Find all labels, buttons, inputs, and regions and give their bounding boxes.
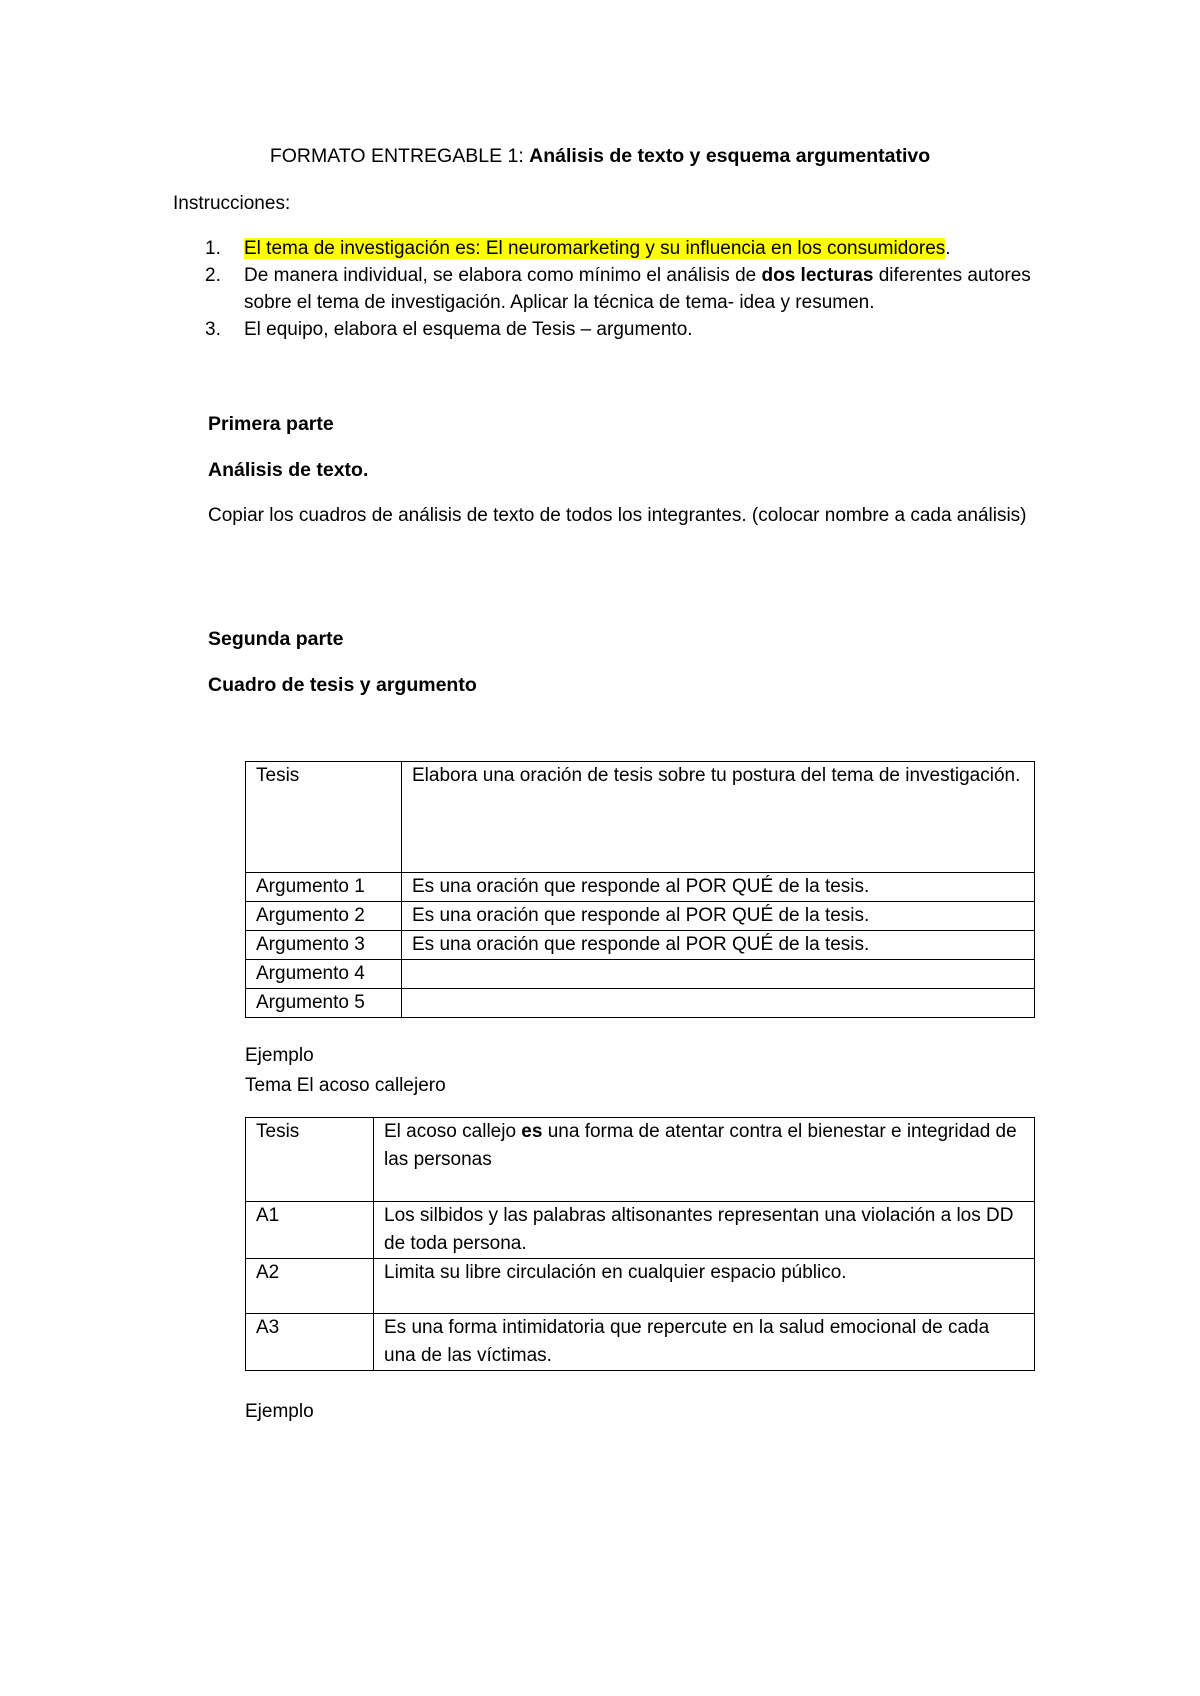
part2-subheading: Cuadro de tesis y argumento [208, 674, 477, 696]
table-row [246, 1259, 1035, 1314]
table-row [246, 1118, 1035, 1202]
row-label: Tesis [246, 1118, 374, 1202]
row-text: Es una oración que responde al POR QUÉ de la tesis. [402, 873, 1035, 902]
row-text [374, 1118, 1035, 1202]
title-prefix: FORMATO ENTREGABLE 1: [269, 145, 530, 167]
instructions-list [173, 236, 1033, 344]
row-label: A1 [246, 1202, 374, 1259]
row-label: Argumento 4 [246, 960, 402, 989]
row-text: Limita su libre circulación en cualquier espacio público. [374, 1259, 1035, 1314]
thesis-argument-table [245, 761, 1035, 1018]
example-topic: Tema El acoso callejero [245, 1075, 446, 1096]
row-label: Argumento 1 [246, 873, 402, 902]
instruction-text: El equipo, elabora el esquema de Tesis – argumento. [244, 318, 693, 340]
row-label: Tesis [246, 762, 402, 873]
example-table [245, 1117, 1035, 1371]
table-row [246, 931, 1035, 960]
list-number: 2. [205, 264, 221, 286]
thesis-text: una forma de atentar contra el bienestar e integridad de las personas [384, 1121, 1017, 1170]
highlighted-topic: El tema de investigación es: El neuromarketing y su influencia en los consumidores [244, 238, 946, 259]
part2-heading: Segunda parte [208, 628, 344, 650]
row-label: Argumento 2 [246, 902, 402, 931]
row-label: A3 [246, 1314, 374, 1371]
table-row [246, 902, 1035, 931]
row-label: Argumento 3 [246, 931, 402, 960]
instruction-item [173, 263, 1033, 317]
instruction-bold: dos lecturas [761, 264, 874, 286]
instruction-tail: . [945, 238, 951, 259]
instruction-text: De manera individual, se elabora como mínimo el análisis de [244, 264, 762, 286]
table-row [246, 1314, 1035, 1371]
table-row [246, 873, 1035, 902]
row-text: Elabora una oración de tesis sobre tu postura del tema de investigación. [402, 762, 1035, 873]
instruction-text: diferentes autores sobre el tema de investigación. Aplicar la técnica de tema- idea y resumen. [244, 264, 1031, 313]
title-bold: Análisis de texto y esquema argumentativo [529, 145, 931, 167]
table-row [246, 989, 1035, 1018]
row-text: Es una oración que responde al POR QUÉ de la tesis. [402, 931, 1035, 960]
document-title [0, 143, 1200, 171]
thesis-text: El acoso callejo [384, 1121, 522, 1142]
row-label: Argumento 5 [246, 989, 402, 1018]
instruction-item [173, 236, 1033, 263]
part1-heading: Primera parte [208, 413, 334, 435]
row-text [402, 960, 1035, 989]
part1-body: Copiar los cuadros de análisis de texto de todos los integrantes. (colocar nombre a cada análisis) [208, 505, 1027, 526]
table-row [246, 960, 1035, 989]
list-number: 1. [205, 238, 221, 259]
row-text: Es una forma intimidatoria que repercute en la salud emocional de cada una de las víctimas. [374, 1314, 1035, 1371]
table-row [246, 762, 1035, 873]
instruction-item [173, 317, 1033, 344]
part1-subheading: Análisis de texto. [208, 459, 369, 481]
instructions-label: Instrucciones: [173, 193, 291, 214]
table-row [246, 1202, 1035, 1259]
row-text: Es una oración que responde al POR QUÉ de la tesis. [402, 902, 1035, 931]
thesis-bold: es [521, 1121, 543, 1142]
example-label: Ejemplo [245, 1401, 314, 1422]
row-text: Los silbidos y las palabras altisonantes representan una violación a los DD de toda persona. [374, 1202, 1035, 1259]
list-number: 3. [205, 318, 221, 340]
row-text [402, 989, 1035, 1018]
row-label: A2 [246, 1259, 374, 1314]
example-label: Ejemplo [245, 1045, 314, 1066]
